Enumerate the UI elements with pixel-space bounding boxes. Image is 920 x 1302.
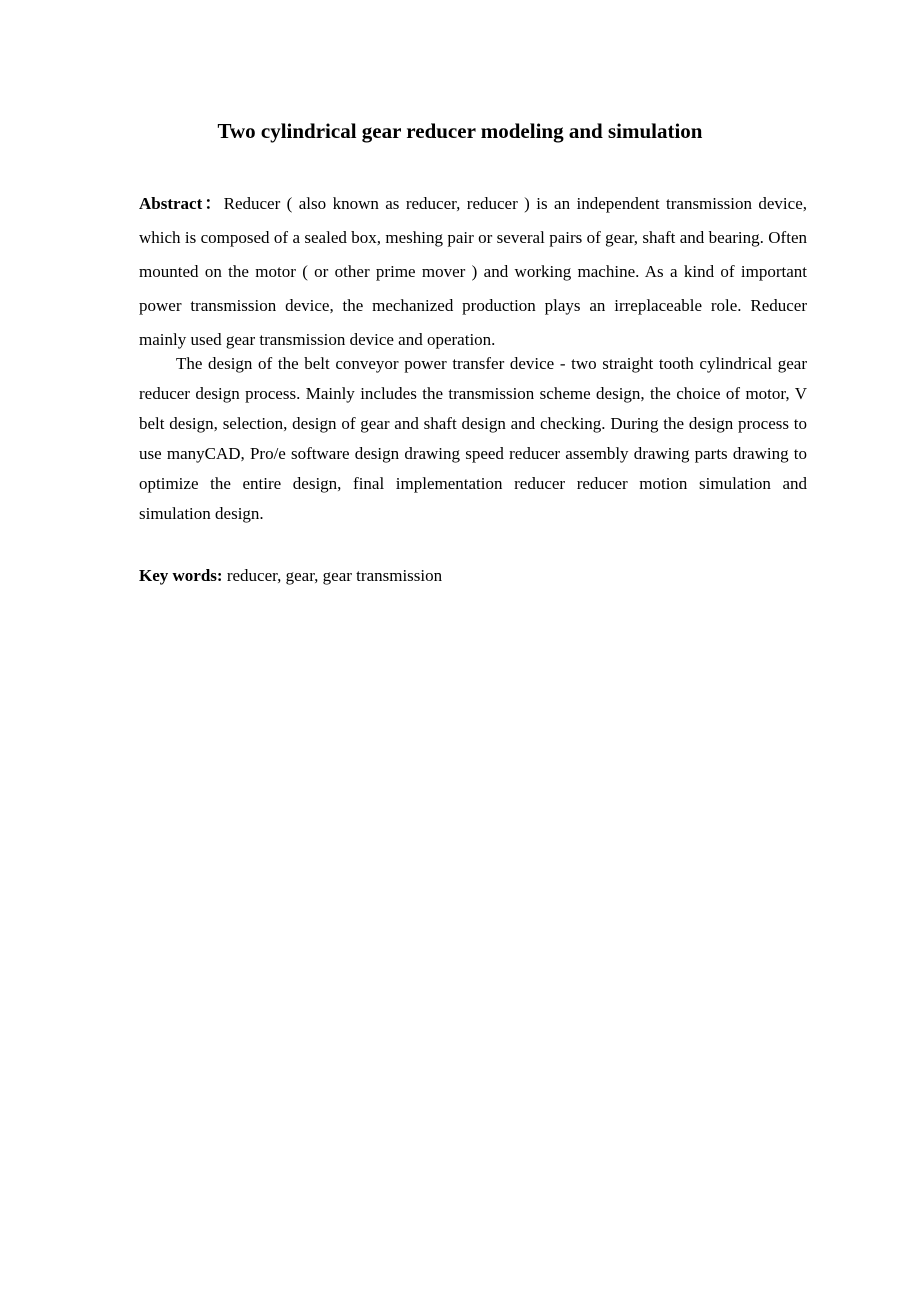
abstract-label: Abstract： xyxy=(139,194,224,213)
document-title: Two cylindrical gear reducer modeling and simulation xyxy=(217,119,703,143)
keywords-text: reducer, gear, gear transmission xyxy=(226,566,443,585)
abstract-paragraph-1 xyxy=(139,187,807,357)
keywords-label: Key words: xyxy=(139,566,223,585)
keywords-line xyxy=(139,563,807,589)
abstract-section xyxy=(139,187,807,529)
abstract-paragraph-1-text: Reducer ( also known as reducer, reducer ) is an independent transmission device, which is composed of a sealed box, meshing pair or several pairs of gear, shaft and bearing. Often mounted on the motor ( or other prime mover ) and working machine. As a kind of important power transmission device, the mechanized production plays an irreplaceable role. Reducer mainly used gear transmission device and operation. xyxy=(139,194,807,349)
abstract-paragraph-2: The design of the belt conveyor power transfer device - two straight tooth cylindrical gear reducer design process. Mainly includes the transmission scheme design, the choice of motor, V belt design, selection, design of gear and shaft design and checking. During the design process to use manyCAD, Pro/e software design drawing speed reducer assembly drawing parts drawing to optimize the entire design, final implementation reducer reducer motion simulation and simulation design. xyxy=(139,354,807,523)
